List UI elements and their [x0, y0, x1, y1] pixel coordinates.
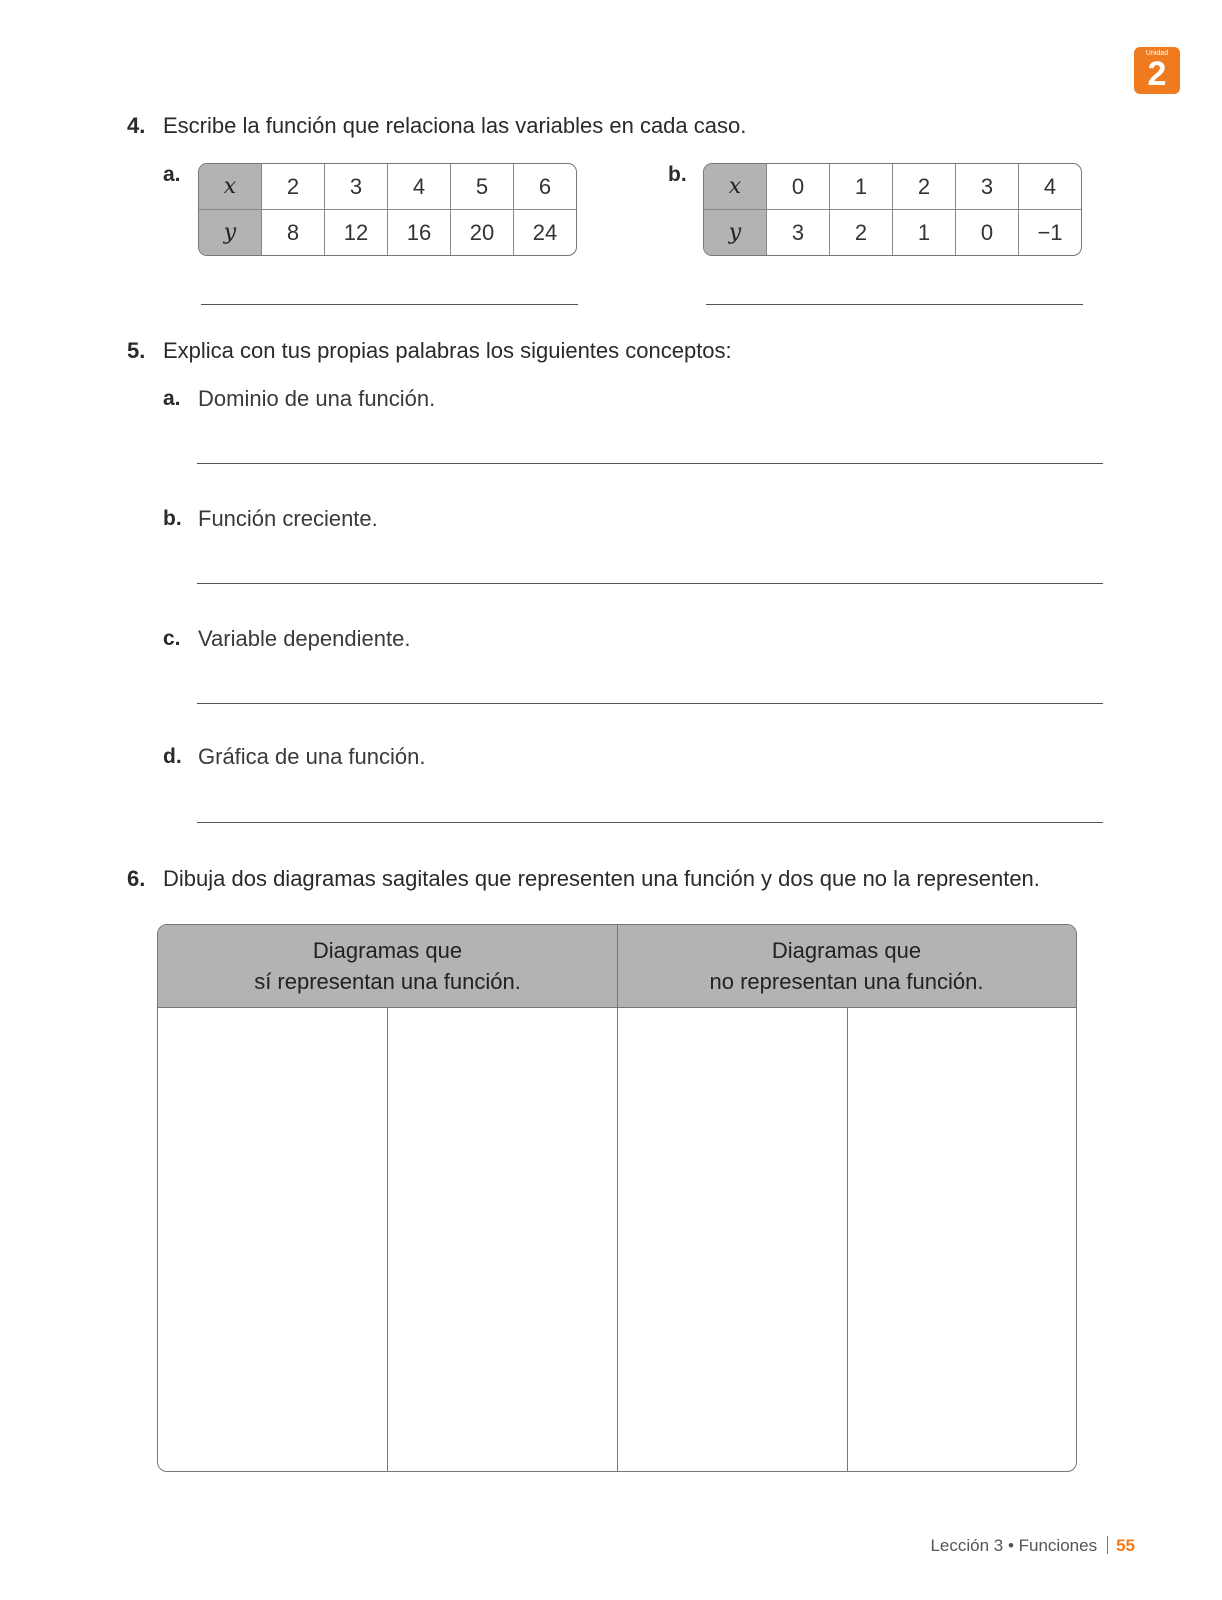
q4b-x-label: x	[704, 164, 767, 210]
q4b-x-cell: 0	[767, 164, 830, 210]
q4a-x-cell: 3	[325, 164, 388, 210]
header-represent-function	[158, 925, 617, 1007]
drawing-area-non-function-1[interactable]	[618, 1008, 847, 1471]
header-col1-line1: Diagramas que	[312, 938, 463, 963]
header-not-represent-function	[617, 925, 1076, 1007]
q4a-x-cell: 5	[451, 164, 514, 210]
q4a-answer-line[interactable]	[201, 304, 578, 305]
q4a-row-y	[199, 210, 576, 255]
unit-number: 2	[1147, 55, 1167, 93]
diagrams-table	[157, 924, 1077, 1472]
q5a-answer-line[interactable]	[197, 463, 1103, 464]
header-col1-line2: sí representan una función.	[254, 969, 521, 994]
q4b-x-cell: 3	[956, 164, 1019, 210]
q5c-answer-line[interactable]	[197, 703, 1103, 704]
q4b-answer-line[interactable]	[706, 304, 1083, 305]
q4b-y-cell: 3	[767, 210, 830, 255]
q5c-letter: c.	[163, 627, 181, 650]
q5b-letter: b.	[163, 507, 182, 530]
q4b-y-cell: −1	[1037, 219, 1063, 245]
q4a-row-x	[199, 164, 576, 210]
q4b-table	[703, 163, 1082, 256]
q4-text: Escribe la función que relaciona las variables en cada caso.	[163, 113, 747, 138]
q4a-table	[198, 163, 577, 256]
drawing-area-function-2[interactable]	[388, 1008, 617, 1471]
unit-badge	[1134, 47, 1180, 94]
q4b-row-y	[704, 210, 1081, 255]
q4a-y-cell: 16	[388, 210, 451, 255]
q5d-letter: d.	[163, 745, 182, 768]
q4b-y-cell: 2	[830, 210, 893, 255]
unit-label: Unidad	[1145, 50, 1169, 57]
q5d-answer-line[interactable]	[197, 822, 1103, 823]
q5b-answer-line[interactable]	[197, 583, 1103, 584]
q4a-y-cell: 12	[325, 210, 388, 255]
q4b-x-cell: 4	[1019, 164, 1081, 210]
page-number: 55	[1116, 1536, 1135, 1555]
drawing-area-function-1[interactable]	[158, 1008, 387, 1471]
q5c-text: Variable dependiente.	[198, 626, 411, 651]
q6-text: Dibuja dos diagramas sagitales que representen una función y dos que no la representen.	[163, 866, 1040, 891]
header-col2-line1: Diagramas que	[771, 938, 922, 963]
q4b-x-cell: 2	[893, 164, 956, 210]
q4a-x-cell: 2	[262, 164, 325, 210]
q5a-letter: a.	[163, 387, 181, 410]
q5-text: Explica con tus propias palabras los siguientes conceptos:	[163, 338, 732, 363]
lesson-title: Lección 3 • Funciones	[930, 1536, 1098, 1555]
q6-number: 6.	[127, 866, 146, 891]
q4a-y-cell: 24	[532, 219, 558, 245]
drawing-area-non-function-2[interactable]	[848, 1008, 1077, 1471]
q4a-x-label: x	[199, 164, 262, 210]
q4-number: 4.	[127, 113, 146, 138]
q4b-x-cell: 1	[830, 164, 893, 210]
q5b-text: Función creciente.	[198, 506, 378, 531]
q5d-text: Gráfica de una función.	[198, 744, 426, 769]
q4a-x-cell: 6	[514, 164, 576, 210]
q4b-row-x	[704, 164, 1081, 210]
q5-number: 5.	[127, 338, 146, 363]
q5a-text: Dominio de una función.	[198, 386, 436, 411]
q4a-y-label: y	[199, 210, 262, 255]
footer-separator	[1107, 1536, 1108, 1554]
q4a-y-cell: 20	[451, 210, 514, 255]
q4a-y-cell: 8	[262, 210, 325, 255]
q4b-y-label: y	[704, 210, 767, 255]
header-col2-line2: no representan una función.	[709, 969, 984, 994]
q4a-letter: a.	[163, 163, 181, 186]
q4a-x-cell: 4	[388, 164, 451, 210]
page-footer	[900, 1536, 1135, 1556]
q4b-y-cell: 1	[893, 210, 956, 255]
q4b-y-cell: 0	[956, 210, 1019, 255]
q4b-letter: b.	[668, 163, 687, 186]
